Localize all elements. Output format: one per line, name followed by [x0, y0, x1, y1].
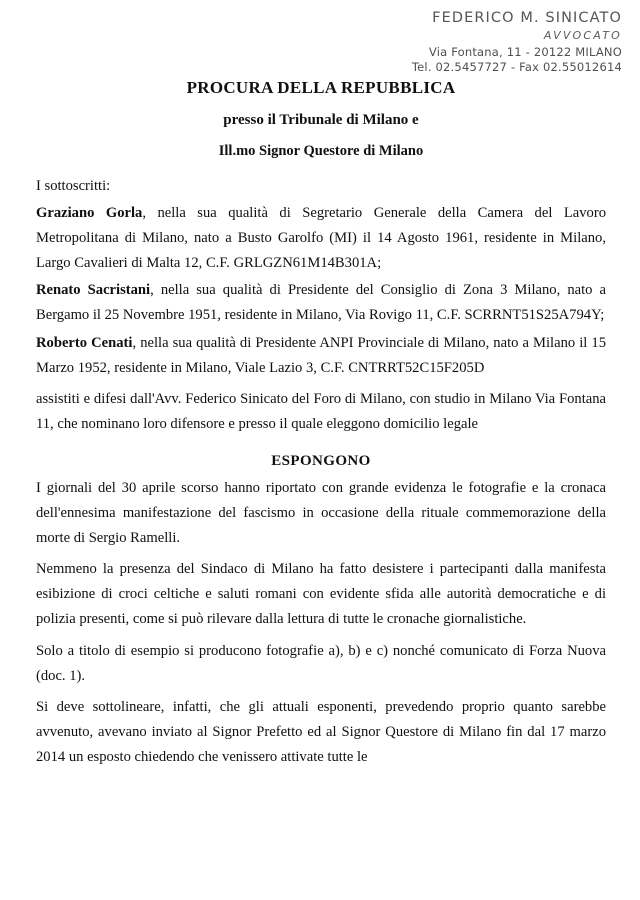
- body-paragraph: Solo a titolo di esempio si producono fotografie a), b) e c) nonché comunicato di Forza Nuova (doc. 1).: [36, 642, 606, 684]
- party-entry: [36, 278, 606, 328]
- letterhead-name: FEDERICO M. SINICATO: [432, 10, 622, 26]
- letterhead-address: Via Fontana, 11 - 20122 MILANO: [428, 45, 622, 60]
- subtitle-tribunale: presso il Tribunale di Milano e: [223, 112, 419, 128]
- letterhead-phone: Tel. 02.5457727 - Fax 02.55012614: [411, 60, 622, 75]
- page-title: PROCURA DELLA REPUBBLICA: [186, 78, 456, 97]
- party-details: , nella sua qualità di Segretario Generale della Camera del Lavoro Metropolitana di Milano, nato a Busto Garolfo (MI) il 14 Agosto 1961, residente in Milano, Largo Cavalieri di Malta 12, C.F. GRLGZN61M14B301A;: [36, 205, 606, 272]
- letterhead-role: AVVOCATO: [543, 28, 622, 42]
- party-name: Graziano Gorla: [36, 205, 143, 222]
- body-paragraph: I giornali del 30 aprile scorso hanno riportato con grande evidenza le fotografie e la cronaca dell'ennesima manifestazione del fascismo in occasione della rituale commemorazione della morte di Sergio Ramelli.: [36, 479, 606, 547]
- party-details: , nella sua qualità di Presidente del Consiglio di Zona 3 Milano, nato a Bergamo il 25 Novembre 1951, residente in Milano, Via Rovigo 11, C.F. SCRRNT51S25A794Y;: [36, 282, 606, 324]
- body-paragraph: Nemmeno la presenza del Sindaco di Milano ha fatto desistere i partecipanti dalla manifesta esibizione di croci celtiche e saluti romani con evidente sfida alle autorità democratiche e di polizia presenti, come si può rilevare dalla lettura di tutte le cronache giornalistiche.: [36, 561, 606, 628]
- document-body: [36, 78, 606, 770]
- counsel-paragraph: assistiti e difesi dall'Avv. Federico Sinicato del Foro di Milano, con studio in Milano Via Fontana 11, che nominano loro difensore e presso il quale eleggono domicilio legale: [36, 390, 606, 432]
- letterhead: [412, 10, 622, 74]
- party-entry: [36, 331, 606, 381]
- party-entry: [36, 201, 606, 276]
- party-name: Roberto Cenati: [36, 334, 133, 351]
- subtitle-questore: Ill.mo Signor Questore di Milano: [218, 143, 424, 159]
- body-paragraph: Si deve sottolineare, infatti, che gli attuali esponenti, prevedendo proprio quanto sarebbe avvenuto, avevano inviato al Signor Prefetto ed al Signor Questore di Milano fin dal 17 marzo 2014 un esposto chiedendo che venissero attivate tutte le: [36, 698, 606, 765]
- section-heading-espongono: ESPONGONO: [271, 452, 371, 469]
- intro-line: I sottoscritti:: [36, 178, 111, 194]
- party-details: , nella sua qualità di Presidente ANPI Provinciale di Milano, nato a Milano il 15 Marzo 1952, residente in Milano, Viale Lazio 3, C.F. CNTRRT52C15F205D: [36, 334, 607, 376]
- party-name: Renato Sacristani: [36, 282, 151, 299]
